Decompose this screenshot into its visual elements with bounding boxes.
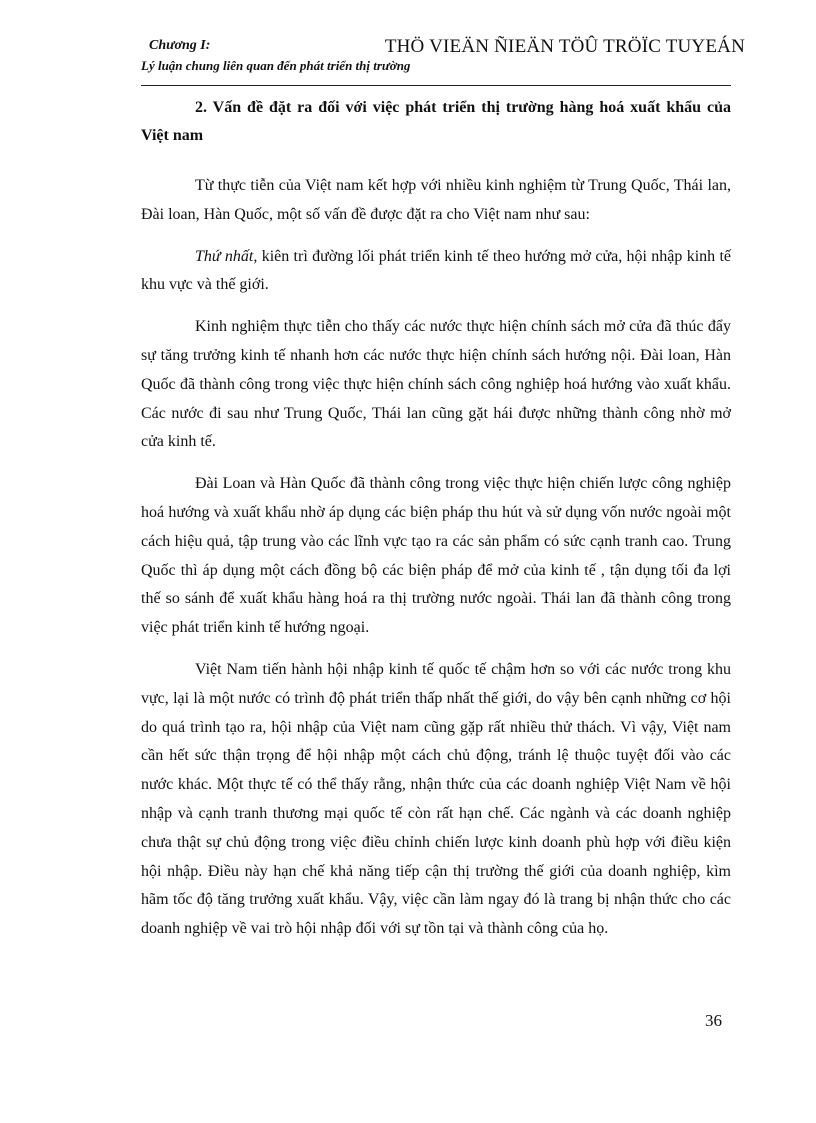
section-heading: 2. Vấn đề đặt ra đối với việc phát triển thị trường hàng hoá xuất khẩu của Việt nam xyxy=(141,99,731,144)
library-watermark-title: THÖ VIEÄN ÑIEÄN TÖÛ TRÖÏC TUYEÁN xyxy=(384,36,745,57)
page-number: 36 xyxy=(705,1011,722,1030)
paragraph-taiwan-korea: Đài Loan và Hàn Quốc đã thành công trong việc thực hiện chiến lược công nghiệp hoá hướng và xuất khẩu nhờ áp dụng các biện pháp thu hút và sử dụng vốn nước ngoài một cách hiệu quả, tập trung vào các lĩnh vực tạo ra các sản phẩm có sức cạnh tranh cao. Trung Quốc thì áp dụng một cách đồng bộ các biện pháp để mở của kinh tế , tận dụng tối đa lợi thế so sánh để xuất khẩu hàng hoá ra thị trường nước ngoài. Thái lan đã thành công trong việc phát triển kinh tế hướng ngoại. xyxy=(141,475,731,637)
chapter-subtitle: Lý luận chung liên quan đến phát triển thị trường xyxy=(141,58,411,73)
first-point-lead: Thứ nhất xyxy=(195,247,254,265)
paragraph-vietnam: Việt Nam tiến hành hội nhập kinh tế quốc tế chậm hơn so với các nước trong khu vực, lại là một nước có trình độ phát triển thấp nhất thế giới, do vậy bên cạnh những cơ hội do quá trình tạo ra, hội nhập của Việt nam cũng gặp rất nhiều thử thách. Vì vậy, Việt nam cần hết sức thận trọng để hội nhập một cách chủ động, tránh lệ thuộc tuyệt đối vào các nước khác. Một thực tế có thể thấy rằng, nhận thức của các doanh nghiệp Việt Nam về hội nhập và cạnh tranh thương mại quốc tế còn rất hạn chế. Các ngành và các doanh nghiệp chưa thật sự chủ động trong việc điều chỉnh chiến lược kinh doanh phù hợp với điều kiện hội nhập. Điều này hạn chế khả năng tiếp cận thị trường thế giới của doanh nghiệp, kìm hãm tốc độ tăng trưởng xuất khẩu. Vậy, việc cần làm ngay đó là trang bị nhận thức cho các doanh nghiệp về vai trò hội nhập đối với sự tồn tại và thành công của họ. xyxy=(141,660,731,938)
first-point-text: , kiên trì đường lối phát triển kinh tế theo hướng mở cửa, hội nhập kinh tế khu vực và thế giới. xyxy=(141,247,731,294)
document-body xyxy=(141,94,731,957)
paragraph-intro: Từ thực tiễn của Việt nam kết hợp với nhiều kinh nghiệm từ Trung Quốc, Thái lan, Đài loan, Hàn Quốc, một số vấn đề được đặt ra cho Việt nam như sau: xyxy=(141,177,731,223)
paragraph-experience: Kinh nghiệm thực tiễn cho thấy các nước thực hiện chính sách mở cửa đã thúc đẩy sự tăng trưởng kinh tế nhanh hơn các nước thực hiện chính sách hướng nội. Đài loan, Hàn Quốc đã thành công trong việc thực hiện chính sách công nghiệp hoá hướng vào xuất khẩu. Các nước đi sau như Trung Quốc, Thái lan cũng gặt hái được những thành công nhờ mở cửa kinh tế. xyxy=(141,318,731,451)
page-header xyxy=(141,33,745,86)
chapter-label: Chương I: xyxy=(149,38,211,53)
paragraph-first-point xyxy=(141,243,731,301)
